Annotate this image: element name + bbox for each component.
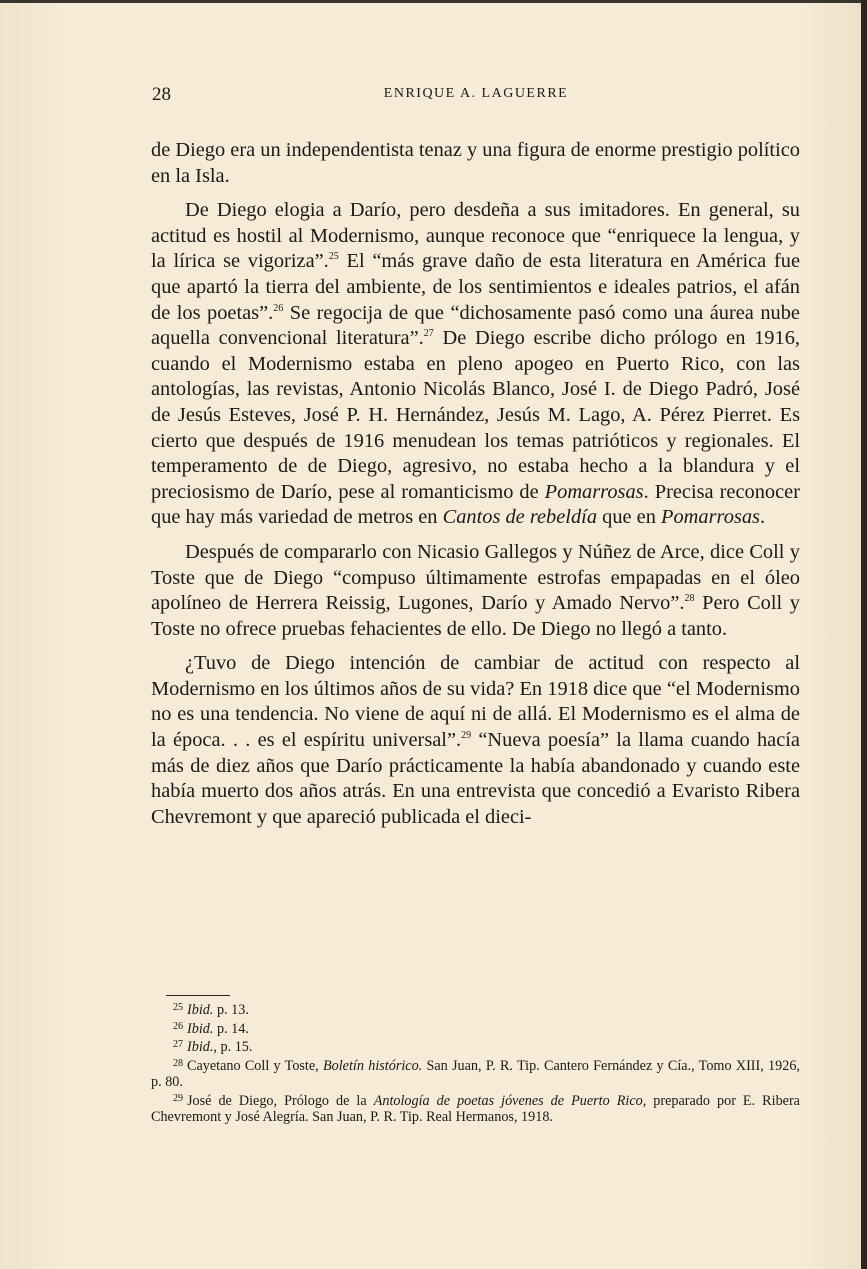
page-top-edge: [0, 0, 867, 3]
page-number: 28: [152, 84, 171, 105]
footnote-28-text-2: San Juan, P. R. Tip. Cantero Fernández y Cía., Tomo XIII, 1926, p. 80.: [151, 1057, 800, 1090]
footnote-29-number: 29: [173, 1092, 183, 1104]
footnote-28-title: Boletín histórico.: [322, 1057, 423, 1074]
footnote-27-ibid: Ibid.: [187, 1039, 214, 1055]
footnote-28-text-1: Cayetano Coll y Toste,: [187, 1057, 323, 1074]
title-cantos-de-rebeldia: Cantos de rebeldía: [442, 506, 598, 529]
paragraph-2-text-1: De Diego elogia a Darío, pero desdeña a sus imitadores. En general, su actitud es hostil al Modernismo, aunque reconoce que “enriquece la lengua, y la lírica se vigoriza”.: [151, 199, 800, 273]
title-pomarrosas-1: Pomarrosas: [544, 480, 644, 503]
paragraph-3-text-1: Después de compararlo con Nicasio Gallegos y Núñez de Arce, dice Coll y Toste que de Diego “compuso últimamente estrofas empapadas en el óleo apolíneo de Herrera Reissig, Lugones, Darío y Amado Nervo”.: [151, 540, 800, 615]
footnote-29-text-2: preparado por E. Ribera Chevremont y José Alegría. San Juan, P. R. Tip. Real Hermanos, 1918.: [151, 1092, 800, 1125]
paragraph-4-text-2: “Nueva poesía” la llama cuando hacía más de diez años que Darío prácticamente la había abandonado y cuando este había muerto dos años atrás. En una entrevista que concedió a Evaristo Ribera Chevremont y que apareció publicada el dieci-: [151, 729, 800, 828]
paragraph-2-text-6: que en: [597, 506, 662, 529]
paragraph-4: [151, 651, 800, 830]
footnote-25-ibid: Ibid.: [187, 1002, 214, 1018]
footnote-27-text: , p. 15.: [213, 1039, 253, 1055]
footnote-27-number: 27: [173, 1039, 183, 1050]
footnote-26-number: 26: [173, 1020, 183, 1032]
paragraph-3-text-2: Pero Coll y Toste no ofrece pruebas fehacientes de ello. De Diego no llegó a tanto.: [151, 592, 800, 640]
paragraph-2-text-4: De Diego escribe dicho prólogo en 1916, cuando el Modernismo estaba en pleno apogeo en Puerto Rico, con las antologías, las revistas, Antonio Nicolás Blanco, José I. de Diego Padró, José de Jesús Esteves, José P. H. Hernández, Jesús M. Lago, A. Pérez Pierret. Es cierto que después de 1916 menudean los temas patrióticos y regionales. El temperamento de de Diego, agresivo, no estaba hecho a la blandura y el preciosismo de Darío, pese al romanticismo de: [151, 327, 800, 503]
footnote-28: [151, 1056, 800, 1091]
footnote-29-text-1: José de Diego, Prólogo de la: [187, 1092, 374, 1109]
paragraph-2-text-3: Se regocija de que “dichosamente pasó como una áurea nube aquella convencional literatura”.: [151, 301, 800, 350]
footnote-26-ibid: Ibid.: [187, 1020, 214, 1037]
footnote-25-text: p. 13.: [213, 1002, 249, 1018]
body-text: [151, 138, 800, 830]
footnote-ref-28: 28: [684, 593, 695, 605]
footnote-26-text: p. 14.: [213, 1020, 249, 1037]
title-pomarrosas-2: Pomarrosas: [661, 506, 760, 529]
footnote-25-number: 25: [173, 1002, 183, 1013]
footnote-25: [151, 1000, 800, 1019]
footnote-27: [151, 1037, 800, 1056]
page-right-edge: [861, 0, 867, 1269]
footnote-ref-29: 29: [461, 730, 472, 742]
footnote-ref-25: 25: [328, 251, 339, 263]
paragraph-3: [151, 540, 800, 642]
paragraph-2-text-5: . Precisa reconocer que hay más variedad de metros en: [151, 480, 800, 529]
footnote-ref-27: 27: [423, 328, 434, 340]
paragraph-2-text-7: .: [759, 506, 766, 529]
footnote-29: [151, 1091, 800, 1126]
running-title: ENRIQUE A. LAGUERRE: [383, 86, 569, 101]
paragraph-2-text-2: El “más grave daño de esta literatura en América fue que apartó la tierra del ambiente, de los sentimientos e ideales patrios, el afán de los poetas”.: [151, 250, 800, 324]
footnote-28-number: 28: [173, 1057, 183, 1069]
running-head: [152, 84, 800, 108]
footnote-29-title: Antología de poetas jóvenes de Puerto Rico,: [373, 1092, 647, 1109]
paragraph-4-text-1: ¿Tuvo de Diego intención de cambiar de actitud con respecto al Modernismo en los últimos años de su vida? En 1918 dice que “el Modernismo no es una tendencia. No viene de aquí ni de allá. El Modernismo es el alma de la época. . . es el espíritu universal”.: [151, 652, 800, 752]
paragraph-1: de Diego era un independentista tenaz y una figura de enorme prestigio político en la Isla.: [151, 139, 800, 187]
footnotes: [151, 1000, 800, 1126]
footnote-rule: [166, 995, 230, 996]
footnote-ref-26: 26: [273, 302, 284, 314]
paragraph-2: [151, 198, 800, 531]
footnote-26: [151, 1019, 800, 1038]
